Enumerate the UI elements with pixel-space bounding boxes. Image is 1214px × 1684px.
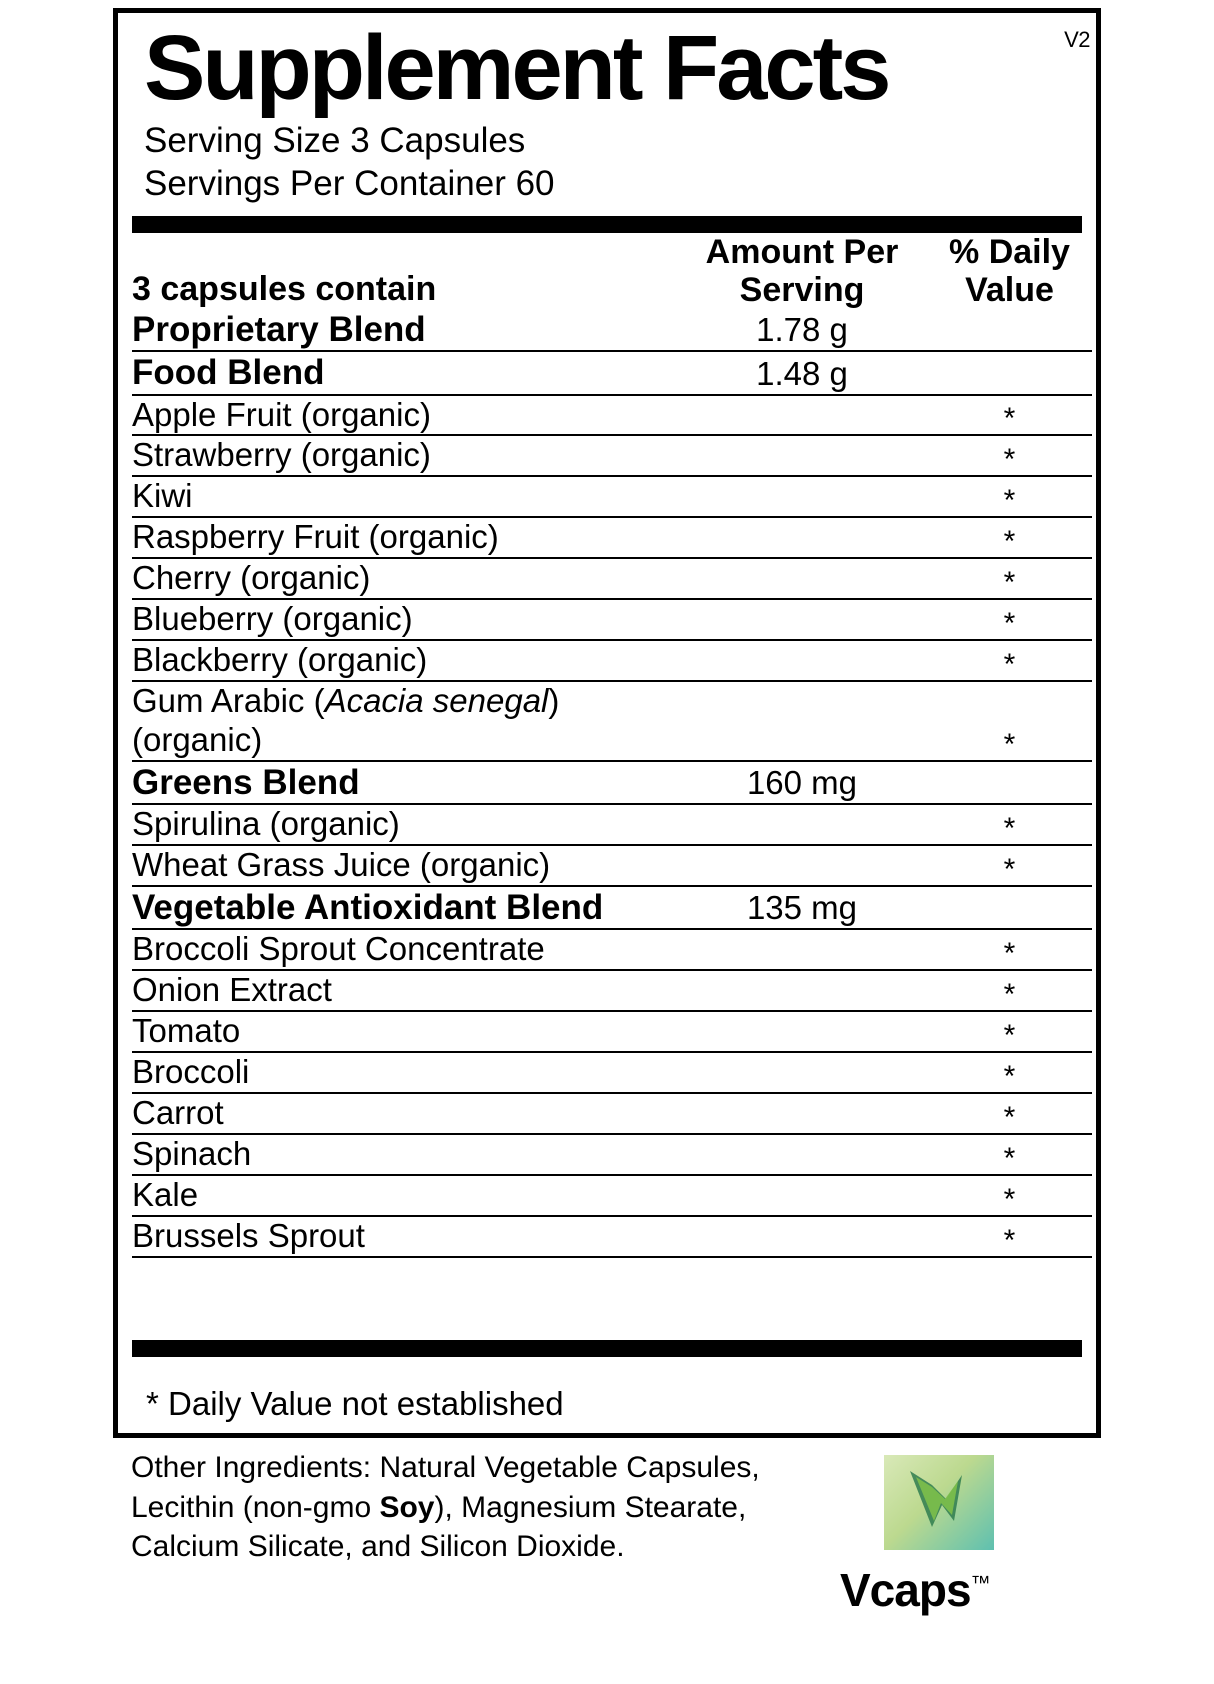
- nutrient-name: Brussels Sprout: [132, 1216, 677, 1257]
- nutrient-daily-value: *: [927, 804, 1092, 845]
- table-row: [132, 476, 1092, 517]
- nutrient-daily-value: *: [927, 681, 1092, 761]
- nutrient-daily-value: *: [927, 1175, 1092, 1216]
- nutrient-amount: [677, 1052, 927, 1093]
- header-amount-line2: Serving: [739, 270, 865, 309]
- nutrient-amount: [677, 558, 927, 599]
- nutrient-daily-value: *: [927, 1093, 1092, 1134]
- nutrient-daily-value: [927, 309, 1092, 351]
- nutrient-daily-value: [927, 761, 1092, 804]
- table-row: [132, 309, 1092, 351]
- table-row: [132, 804, 1092, 845]
- table-row: [132, 886, 1092, 929]
- nutrient-daily-value: *: [927, 1052, 1092, 1093]
- page-title: Supplement Facts: [144, 17, 889, 119]
- nutrient-amount: [677, 1175, 927, 1216]
- header-amount-col: [677, 233, 927, 309]
- table-row: [132, 761, 1092, 804]
- nutrients-body: [132, 309, 1092, 1257]
- nutrient-amount: 160 mg: [677, 761, 927, 804]
- nutrient-name: Kiwi: [132, 476, 677, 517]
- thick-divider-bottom: [132, 1340, 1082, 1357]
- nutrient-name: Carrot: [132, 1093, 677, 1134]
- nutrient-amount: [677, 640, 927, 681]
- other-ingredients-line-2: [131, 1488, 831, 1528]
- table-header-row: [132, 233, 1092, 309]
- nutrient-daily-value: [927, 886, 1092, 929]
- other-ingredients-line-3: Calcium Silicate, and Silicon Dioxide.: [131, 1530, 625, 1564]
- trademark-symbol: ™: [970, 1572, 990, 1595]
- table-row: [132, 435, 1092, 476]
- nutrient-amount: [677, 929, 927, 970]
- nutrient-amount: 135 mg: [677, 886, 927, 929]
- nutrient-name: Gum Arabic (Acacia senegal)(organic): [132, 681, 677, 761]
- nutrient-name: Wheat Grass Juice (organic): [132, 845, 677, 886]
- nutrient-amount: 1.78 g: [677, 309, 927, 351]
- nutrient-name: Apple Fruit (organic): [132, 395, 677, 436]
- supplement-facts-panel: [113, 8, 1101, 1438]
- nutrient-name: Raspberry Fruit (organic): [132, 517, 677, 558]
- nutrient-amount: [677, 599, 927, 640]
- nutrient-daily-value: [927, 351, 1092, 394]
- nutrient-daily-value: *: [927, 1216, 1092, 1257]
- other-ingredients-line-2a: Lecithin (non-gmo: [131, 1490, 380, 1524]
- nutrient-name: Tomato: [132, 1011, 677, 1052]
- table-row: [132, 1175, 1092, 1216]
- header-amount-line1: Amount Per: [705, 232, 899, 271]
- nutrient-name: Spinach: [132, 1134, 677, 1175]
- vcaps-wordmark: [840, 1563, 990, 1617]
- vcaps-logo-mark: [884, 1455, 994, 1550]
- footnote: * Daily Value not established: [146, 1385, 564, 1422]
- nutrient-daily-value: *: [927, 929, 1092, 970]
- nutrient-name: Broccoli Sprout Concentrate: [132, 929, 677, 970]
- serving-size: Serving Size 3 Capsules: [144, 121, 526, 161]
- other-ingredients: [131, 1448, 831, 1567]
- header-dv-line1: % Daily: [949, 232, 1070, 271]
- nutrient-daily-value: *: [927, 1134, 1092, 1175]
- other-ingredients-line-1: Other Ingredients: Natural Vegetable Capsules,: [131, 1451, 760, 1484]
- table-row: [132, 558, 1092, 599]
- nutrient-name: Greens Blend: [132, 761, 677, 804]
- latin-binomial: Acacia senegal: [324, 682, 549, 720]
- table-row: [132, 599, 1092, 640]
- vcaps-name: Vcaps: [840, 1564, 971, 1616]
- nutrient-name: Broccoli: [132, 1052, 677, 1093]
- nutrient-name: Blueberry (organic): [132, 599, 677, 640]
- nutrient-amount: [677, 517, 927, 558]
- nutrient-amount: [677, 395, 927, 436]
- table-row: [132, 970, 1092, 1011]
- nutrient-amount: [677, 681, 927, 761]
- nutrient-daily-value: *: [927, 845, 1092, 886]
- table-row: [132, 351, 1092, 394]
- table-row: [132, 517, 1092, 558]
- nutrient-name: Kale: [132, 1175, 677, 1216]
- header-name-col: 3 capsules contain: [132, 269, 437, 308]
- table-row: [132, 395, 1092, 436]
- nutrient-daily-value: *: [927, 970, 1092, 1011]
- nutrient-daily-value: *: [927, 395, 1092, 436]
- nutrient-daily-value: *: [927, 517, 1092, 558]
- nutrient-amount: [677, 970, 927, 1011]
- nutrients-table: [132, 233, 1092, 1258]
- serving-info: [144, 120, 1082, 205]
- nutrient-name: Food Blend: [132, 351, 677, 394]
- version-label: V2: [1064, 27, 1090, 52]
- nutrient-amount: [677, 1216, 927, 1257]
- nutrient-daily-value: *: [927, 435, 1092, 476]
- nutrient-daily-value: *: [927, 599, 1092, 640]
- nutrient-name: Onion Extract: [132, 970, 677, 1011]
- nutrient-name: Spirulina (organic): [132, 804, 677, 845]
- nutrient-amount: [677, 1011, 927, 1052]
- table-row: [132, 640, 1092, 681]
- table-row: [132, 681, 1092, 761]
- nutrient-daily-value: *: [927, 1011, 1092, 1052]
- table-row: [132, 845, 1092, 886]
- header-dv-line2: Value: [965, 270, 1054, 309]
- soy-allergen: Soy: [379, 1490, 435, 1524]
- nutrient-name: Vegetable Antioxidant Blend: [132, 886, 677, 929]
- nutrient-name: Cherry (organic): [132, 558, 677, 599]
- table-row: [132, 1134, 1092, 1175]
- nutrient-amount: [677, 1093, 927, 1134]
- nutrient-amount: 1.48 g: [677, 351, 927, 394]
- nutrient-name: Proprietary Blend: [132, 309, 677, 351]
- nutrient-daily-value: *: [927, 476, 1092, 517]
- table-row: [132, 1216, 1092, 1257]
- nutrient-amount: [677, 804, 927, 845]
- nutrient-name: Strawberry (organic): [132, 435, 677, 476]
- nutrient-daily-value: *: [927, 640, 1092, 681]
- servings-per-container: Servings Per Container 60: [144, 164, 555, 204]
- nutrient-amount: [677, 1134, 927, 1175]
- leaf-icon: [902, 1465, 972, 1541]
- header-dv-col: [927, 233, 1092, 309]
- nutrient-amount: [677, 845, 927, 886]
- nutrient-daily-value: *: [927, 558, 1092, 599]
- table-row: [132, 1011, 1092, 1052]
- nutrient-name: Blackberry (organic): [132, 640, 677, 681]
- other-ingredients-line-2b: ), Magnesium Stearate,: [434, 1490, 747, 1524]
- thick-divider-top: [132, 216, 1082, 233]
- table-row: [132, 929, 1092, 970]
- table-row: [132, 1093, 1092, 1134]
- nutrient-amount: [677, 435, 927, 476]
- nutrient-amount: [677, 476, 927, 517]
- table-row: [132, 1052, 1092, 1093]
